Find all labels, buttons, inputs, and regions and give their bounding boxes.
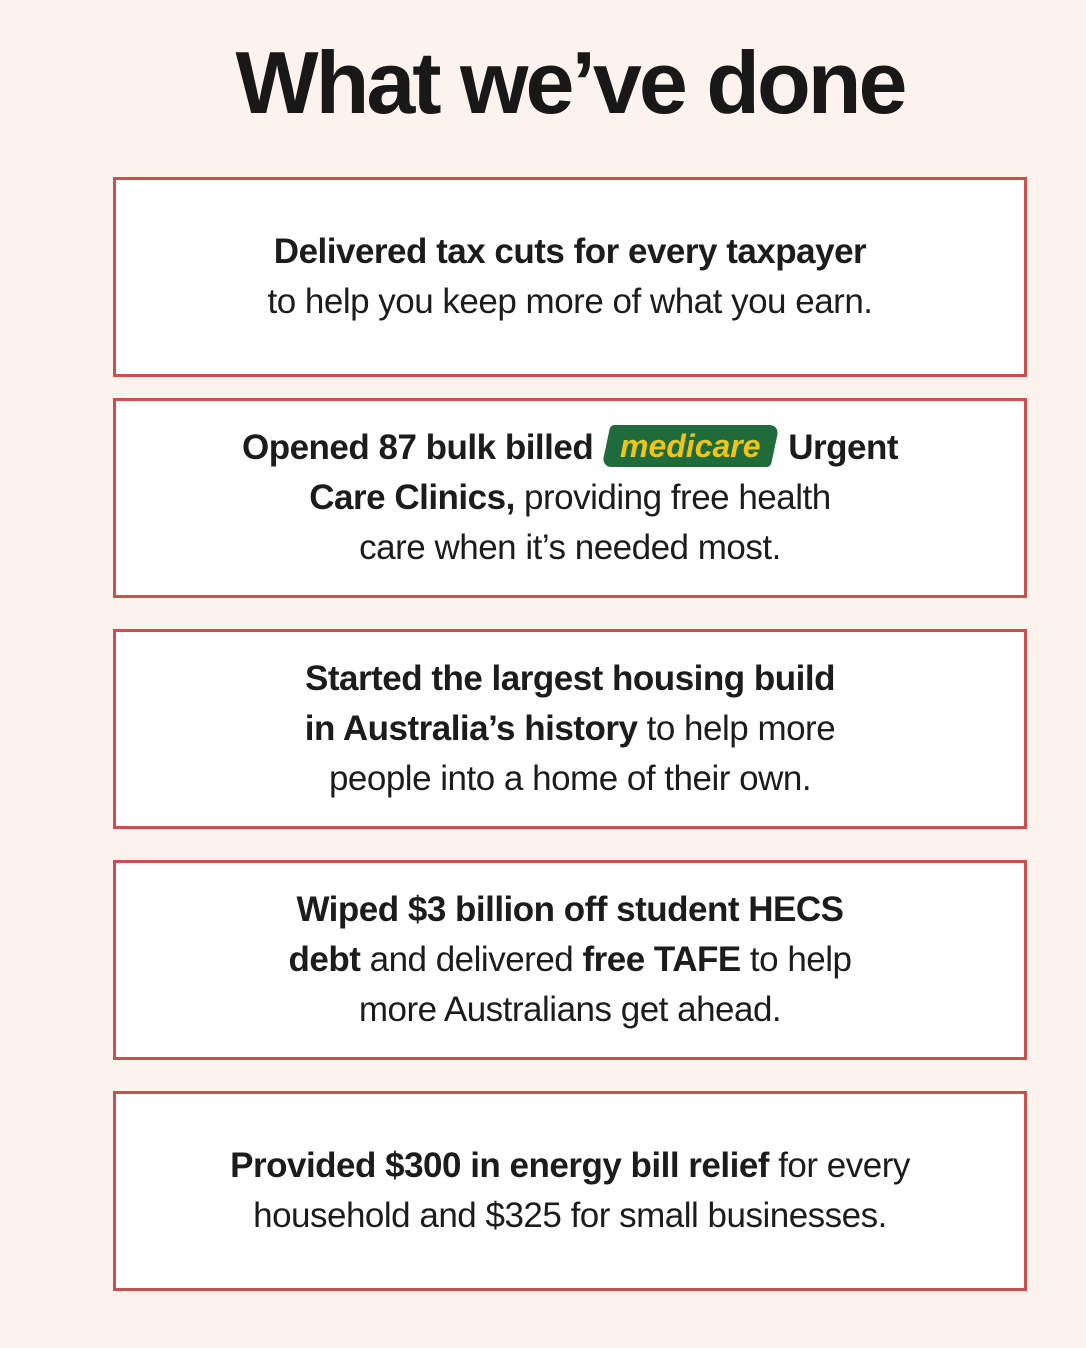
card-highlight: debt <box>288 940 361 979</box>
achievement-card-housing <box>113 629 1027 829</box>
card-highlight: Delivered tax cuts for every taxpayer <box>273 232 867 271</box>
achievement-card-education <box>113 860 1027 1060</box>
medicare-logo <box>602 425 779 467</box>
card-highlight: Provided $300 in energy bill relief <box>230 1146 769 1185</box>
card-detail: providing free health <box>514 478 831 517</box>
achievement-card-tax-cuts <box>113 177 1027 377</box>
medicare-logo-text: medicare <box>620 428 761 464</box>
card-text <box>267 227 872 327</box>
card-detail: and delivered <box>360 940 583 979</box>
achievement-card-urgent-care <box>113 398 1027 598</box>
achievement-card-energy-relief <box>113 1091 1027 1291</box>
card-detail: for every <box>768 1146 910 1185</box>
card-text <box>242 423 898 573</box>
card-detail: to help more <box>637 709 836 748</box>
card-highlight: Wiped $3 billion off student HECS <box>296 890 844 929</box>
card-highlight: Started the largest housing build <box>305 659 835 698</box>
card-detail: to help <box>740 940 852 979</box>
card-detail: care when it’s needed most. <box>359 528 781 567</box>
card-detail: to help you keep more of what you earn. <box>267 282 873 321</box>
card-text <box>230 1141 910 1241</box>
card-highlight: free TAFE <box>582 940 741 979</box>
card-detail: people into a home of their own. <box>328 759 812 798</box>
page-title: What we’ve done <box>235 33 905 132</box>
card-text <box>288 885 851 1035</box>
card-highlight: Care Clinics, <box>309 478 515 517</box>
card-text <box>305 654 835 804</box>
card-highlight: Opened 87 bulk billed <box>241 428 594 467</box>
card-highlight: in Australia’s history <box>304 709 638 748</box>
card-detail: household and $325 for small businesses. <box>253 1196 887 1235</box>
card-detail: more Australians get ahead. <box>358 990 782 1029</box>
card-highlight: Urgent <box>788 428 899 467</box>
